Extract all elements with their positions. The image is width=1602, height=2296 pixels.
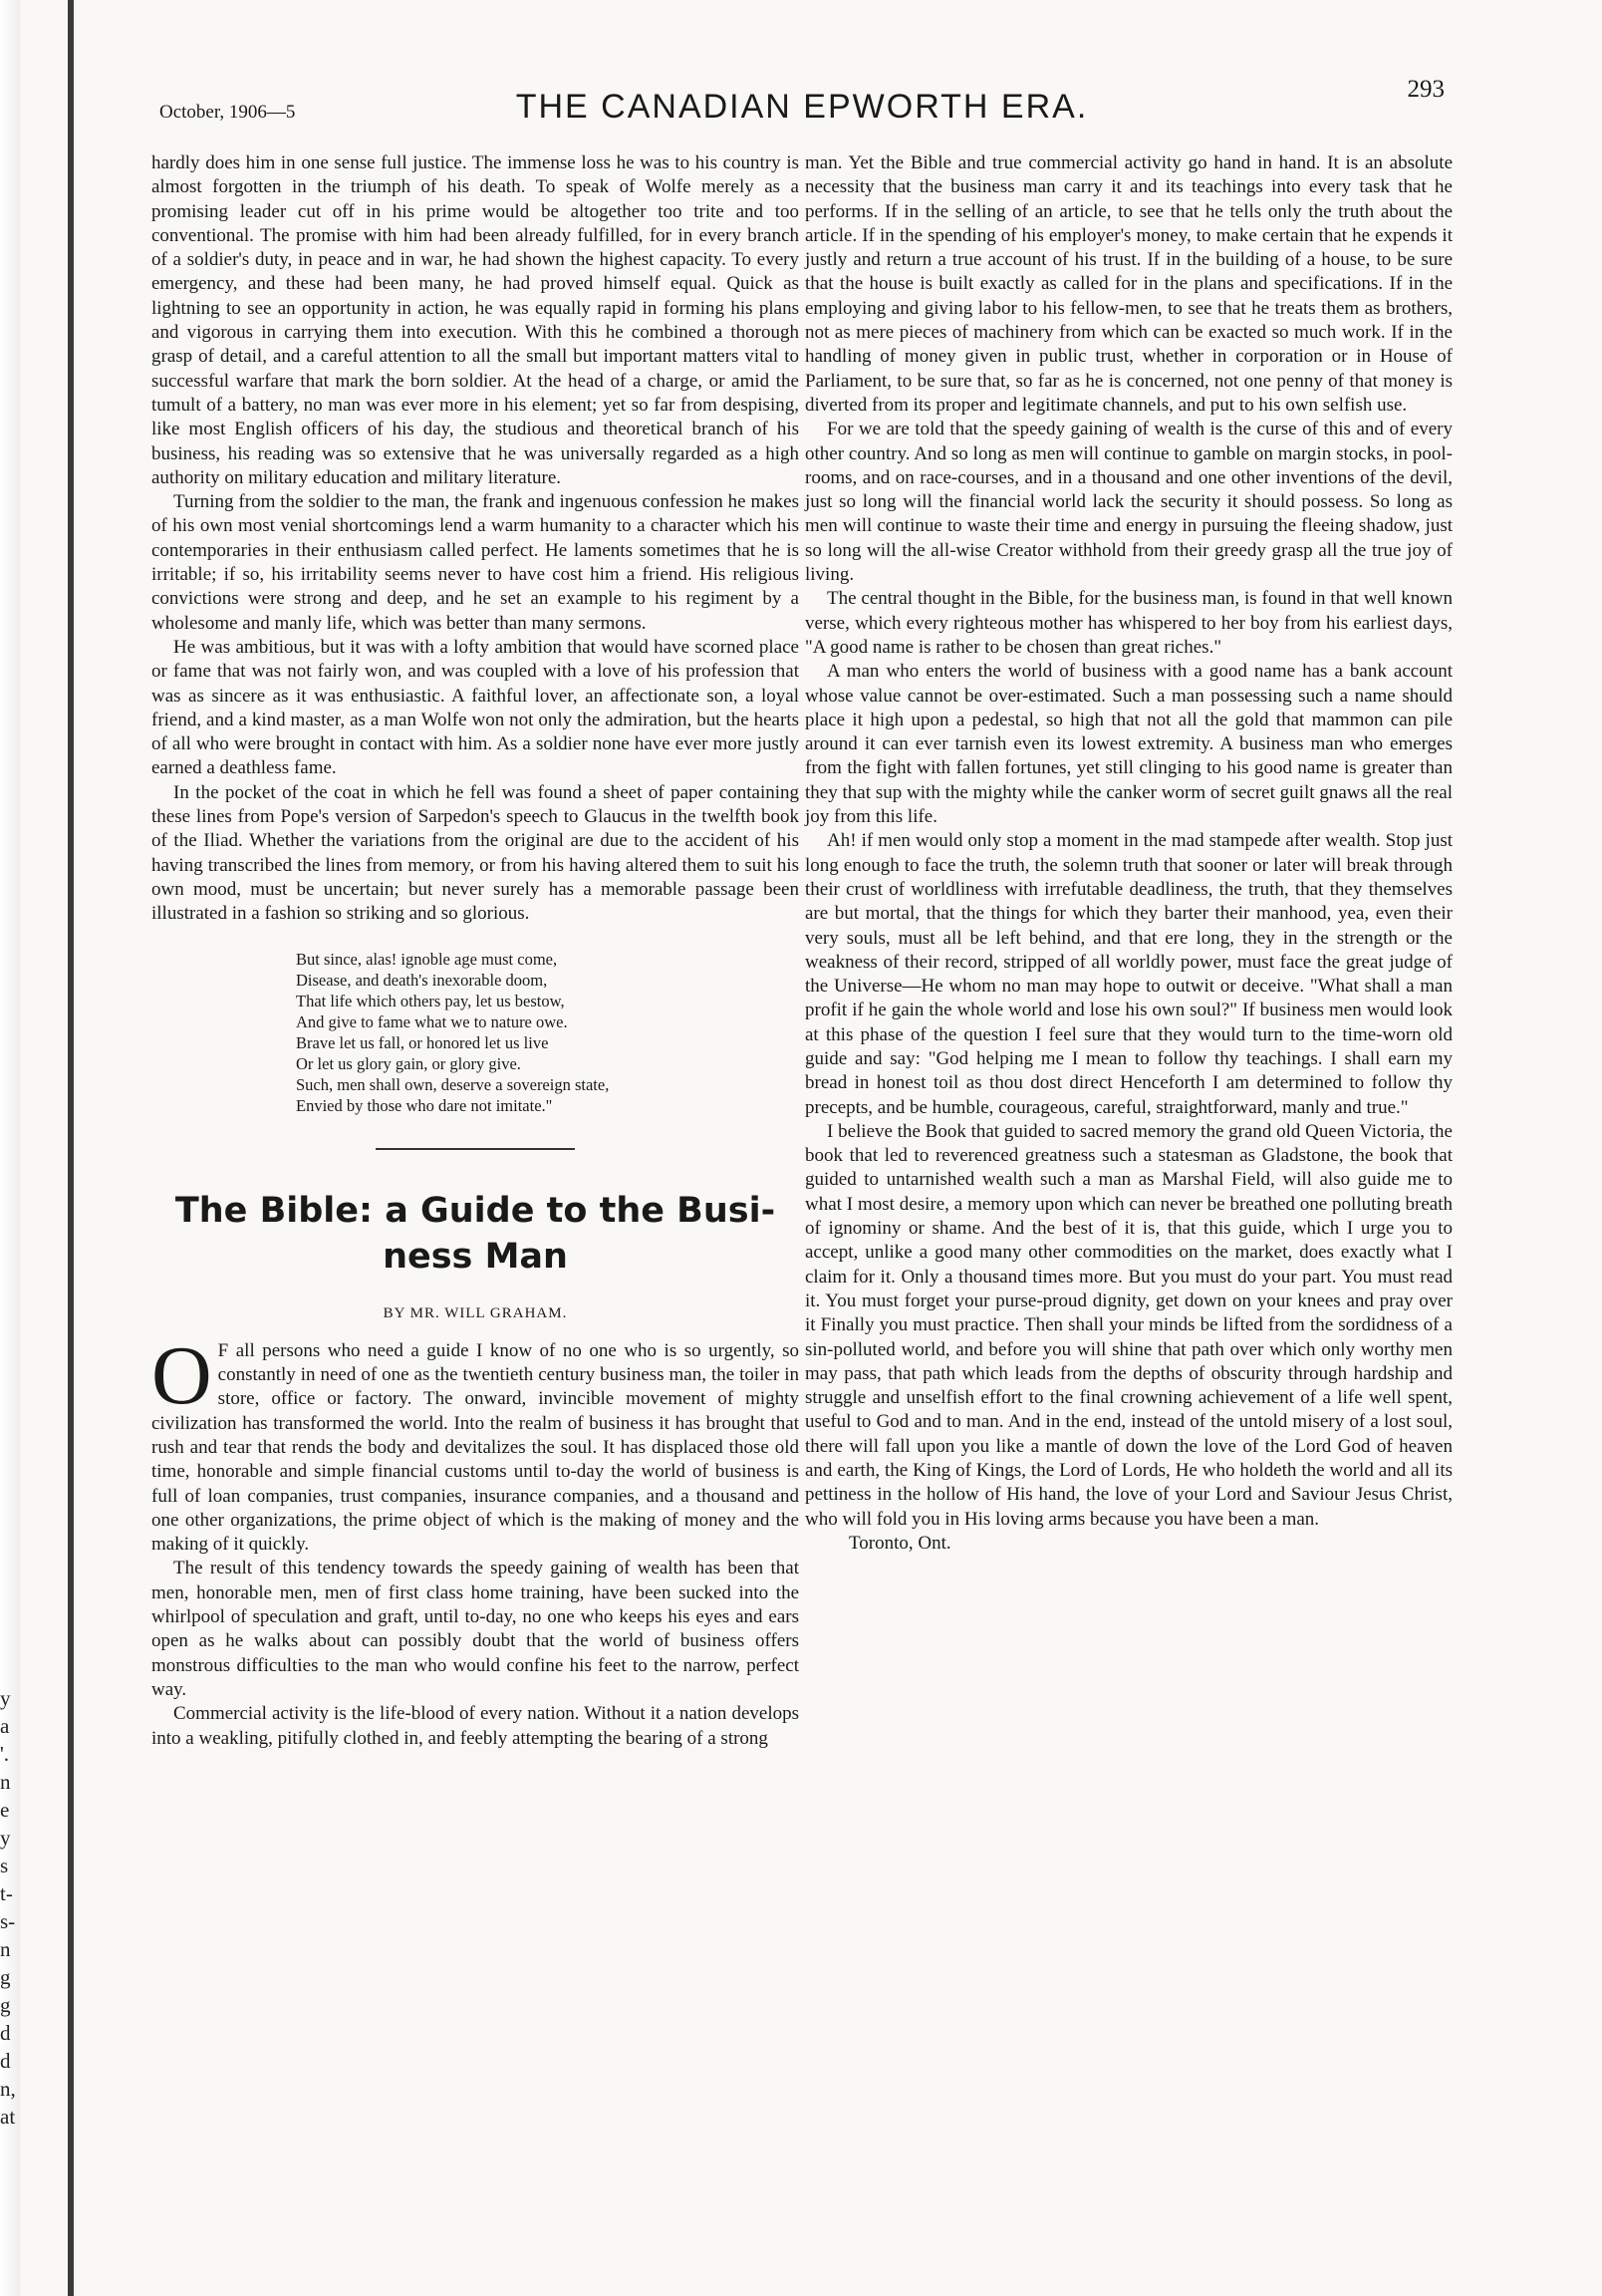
drop-cap: O	[151, 1328, 212, 1422]
poem-line: Such, men shall own, deserve a sovereign state,	[296, 1074, 610, 1094]
gutter-fragment: n	[0, 1770, 11, 1794]
left-column	[151, 151, 799, 1751]
paragraph: man. Yet the Bible and true commercial activity go hand in hand. It is an absolute necessity that the business man carry it and its teachings into every task that he performs. If in the selling of an article, to see that he tells only the truth about the article. If in the spending of his employer's money, to make certain that he expends it justly and return a true account of his trust. If in the building of a house, to be sure that the house is built exactly as called for in the plans and specifications. If in the employing and giving labor to his fellow-men, to see that he treats them as brothers, not as mere pieces of machinery from which can be exacted so much work. If in the handling of money given in public trust, whether in corporation or in House of Parliament, to be sure that, so far as he is concerned, not one penny of that money is diverted from its proper and legitimate channels, and put to his own selfish use.	[805, 152, 1453, 416]
paragraph: A man who enters the world of business with a good name has a bank account whose value cannot be over-estimated. Such a man possessing such a name should place it high upon a pedestal, so high that not all the gold that mammon can pile around it can ever tarnish even its lowest extremity. A business man who emerges from the fight with fallen fortunes, yet still clinging to his good name is greater than they that sup with the mighty while the canker worm of secret guilt gnaws all the real joy from this life.	[805, 661, 1453, 828]
article-signoff: Toronto, Ont.	[849, 1532, 951, 1554]
poem-line: Disease, and death's inexorable doom,	[296, 970, 548, 990]
masthead: THE CANADIAN EPWORTH ERA.	[515, 88, 1089, 126]
article-first-paragraph	[151, 1328, 799, 1558]
paragraph: For we are told that the speedy gaining of wealth is the curse of this and of every other country. And so long as men will continue to gamble on margin stocks, in pool-rooms, and on race-courses, and in a thousand and one other inventions of the devil, just so long will the financial world lack the security it should possess. So long as men will continue to waste their time and energy in pursuing the fleeing shadow, just so long will the all-wise Creator withhold from their greedy grasp all the true joy of living.	[805, 419, 1453, 586]
page-number: 293	[1407, 76, 1445, 103]
gutter-fragment: y	[0, 1826, 11, 1850]
gutter-fragment: t-	[0, 1881, 13, 1905]
paragraph: Ah! if men would only stop a moment in the mad stampede after wealth. Stop just long enough to face the truth, the solemn truth that sooner or later will break through their crust of worldliness with irrefutable deadliness, the truth, that they themselves are but mortal, that the things for which they barter their manhood, yea, even their very souls, must all be left behind, and that ere long, they in the strength or the weakness of their record, stripped of all worldly power, must face the great judge of the Universe—He whom no man may hope to outwit or deceive. "What shall a man profit if he gain the whole world and lose his own soul?" If business men would look at this phase of the question I feel sure that they would turn to the time-worn old guide and say: "God helping me I mean to follow thy teachings. I shall earn my bread in honest toil as thou dost direct Henceforth I am determined to follow thy precepts, and be humble, courageous, careful, straightforward, manly and true."	[805, 830, 1453, 1118]
gutter-fragment: '.	[0, 1742, 10, 1766]
paragraph: The central thought in the Bible, for the business man, is found in that well known verse, which every righteous mother has whispered to her boy from his earliest days, "A good name is rather to be chosen than great riches."	[805, 588, 1453, 658]
right-column	[805, 151, 1453, 1556]
gutter-fragment: g	[0, 1993, 11, 2017]
paragraph: Commercial activity is the life-blood of every nation. Without it a nation develops into a weakling, pitifully clothed in, and feebly attempting the bearing of a strong	[151, 1703, 799, 1749]
paragraph: The result of this tendency towards the speedy gaining of wealth has been that men, honorable men, men of first class home training, have been sucked into the whirlpool of speculation and graft, until to-day, no one who keeps his eyes and ears open as he walks about can possibly doubt that the world of business offers monstrous difficulties to the man who would confine his feet to the narrow, perfect way.	[151, 1558, 799, 1700]
paragraph: Turning from the soldier to the man, the frank and ingenuous confession he makes of his own most venial shortcomings lend a warm humanity to a character which his contemporaries in their enthusiasm called perfect. He laments sometimes that he is irritable; if so, his irritability seems never to have cost him a friend. His religious convictions were strong and deep, and he set an example to his regiment by a wholesome and manly life, which was better than many sermons.	[151, 491, 799, 634]
section-divider	[376, 1148, 575, 1150]
page-header	[159, 76, 1445, 138]
gutter-fragment: at	[0, 2105, 16, 2129]
paragraph: hardly does him in one sense full justice. The immense loss he was to his country is almost forgotten in the triumph of his death. To speak of Wolfe merely as a promising leader cut off in his prime would be altogether too trite and too conventional. The promise with him had been already fulfilled, for in every branch of a soldier's duty, in peace and in war, he had shown the highest capacity. To every emergency, and these had been many, he had proved himself equal. Quick as lightning to see an opportunity in action, he was equally rapid in forming his plans and vigorous in carrying them into execution. With this he combined a thorough grasp of detail, and a careful attention to all the small but important matters vital to successful warfare that mark the born soldier. At the head of a charge, or amid the tumult of a battery, no man was ever more in his element; yet so far from despising, like most English officers of his day, the studious and theoretical branch of his business, his reading was so extensive that he was universally regarded as a high authority on military education and military literature.	[151, 152, 799, 488]
gutter-fragment: y	[0, 1686, 11, 1710]
article-title-line: The Bible: a Guide to the Busi-	[174, 1190, 776, 1231]
gutter-fragment: s	[0, 1854, 9, 1877]
article-title-line: ness Man	[383, 1236, 568, 1277]
poem-line: And give to fame what we to nature owe.	[296, 1011, 568, 1031]
gutter-fragment: n	[0, 1937, 11, 1961]
poem-line: Or let us glory gain, or glory give.	[296, 1053, 521, 1073]
paragraph: He was ambitious, but it was with a lofty ambition that would have scorned place or fame that was not fairly won, and was coupled with a love of his profession that was as sincere as it was enthusiastic. A faithful lover, an affectionate son, a loyal friend, and a kind master, as a man Wolfe won not only the admiration, but the hearts of all who were brought in contact with him. As a soldier none have ever more justly earned a deathless fame.	[151, 636, 799, 779]
paragraph-text: F all persons who need a guide I know of no one who is so urgently, so constantly in need of one as the twentieth century business man, the toiler in store, office or factory. The onward, invincible movement of mighty civilization has transformed the world. Into the realm of business it has brought that rush and tear that rends the body and devitalizes the soul. It has displaced those old time, honorable and simple financial customs until to-day the world of business is full of loan companies, trust companies, insurance companies, and a thousand and one other organizations, the prime object of which is the making of money and the making of it quickly.	[151, 1339, 799, 1556]
gutter-fragment: a	[0, 1714, 10, 1738]
gutter-fragment: g	[0, 1965, 11, 1989]
paragraph: In the pocket of the coat in which he fell was found a sheet of paper containing these lines from Pope's version of Sarpedon's speech to Glaucus in the twelfth book of the Iliad. Whether the variations from the original are due to the accident of his having transcribed the lines from memory, or from his having altered them to suit his own mood, must be uncertain; but never surely has a memorable passage been illustrated in a fashion so striking and so glorious.	[151, 781, 799, 925]
poem-line: That life which others pay, let us bestow,	[296, 991, 565, 1010]
gutter-fragment: s-	[0, 1909, 16, 1933]
paragraph: I believe the Book that guided to sacred memory the grand old Queen Victoria, the book that led to reverenced greatness such a statesman as Gladstone, the book that guided to untarnished wealth such a man as Marshal Field, will also guide me to what I most desire, a memory upon which can never be breathed one polluting breath of ignominy or shame. And the best of it is, that this guide, which I urge you to accept, unlike a good many other commodities on the market, does exactly what I claim for it. Only a thousand times more. But you must do your part. You must read it. You must forget your purse-proud dignity, get down on your knees and pray over it Finally you must practice. Then shall your minds be lifted from the sordidness of a sin-polluted world, and before you will shine that path over which only worthy men may pass, that path which leads from the depths of obscurity through hardship and struggle and unselfish effort to the final crowning achievement of a life well spent, useful to God and to man. And in the end, instead of the untold misery of a lost soul, there will fall upon you like a mantle of down the love of the Lord God of heaven and earth, the King of Kings, the Lord of Lords, He who holdeth the world and all its pettiness in the hollow of His hand, the love of your Lord and Saviour Jesus Christ, who will fold you in His loving arms because you have been a man.	[805, 1120, 1453, 1530]
poem-line: But since, alas! ignoble age must come,	[296, 949, 558, 969]
binding-line	[68, 0, 74, 2296]
article-title	[151, 1188, 799, 1280]
poem-line: Brave let us fall, or honored let us live	[296, 1032, 549, 1052]
issue-date: October, 1906—5	[159, 102, 296, 123]
gutter-fragment: n,	[0, 2077, 16, 2101]
poem-line: Envied by those who dare not imitate."	[296, 1095, 553, 1115]
poem-quotation	[296, 949, 799, 1116]
article-byline: BY MR. WILL GRAHAM.	[383, 1304, 568, 1321]
facing-page-fragments	[0, 1684, 22, 2131]
gutter-fragment: d	[0, 2021, 11, 2045]
gutter-fragment: e	[0, 1798, 10, 1822]
gutter-fragment: d	[0, 2049, 11, 2073]
